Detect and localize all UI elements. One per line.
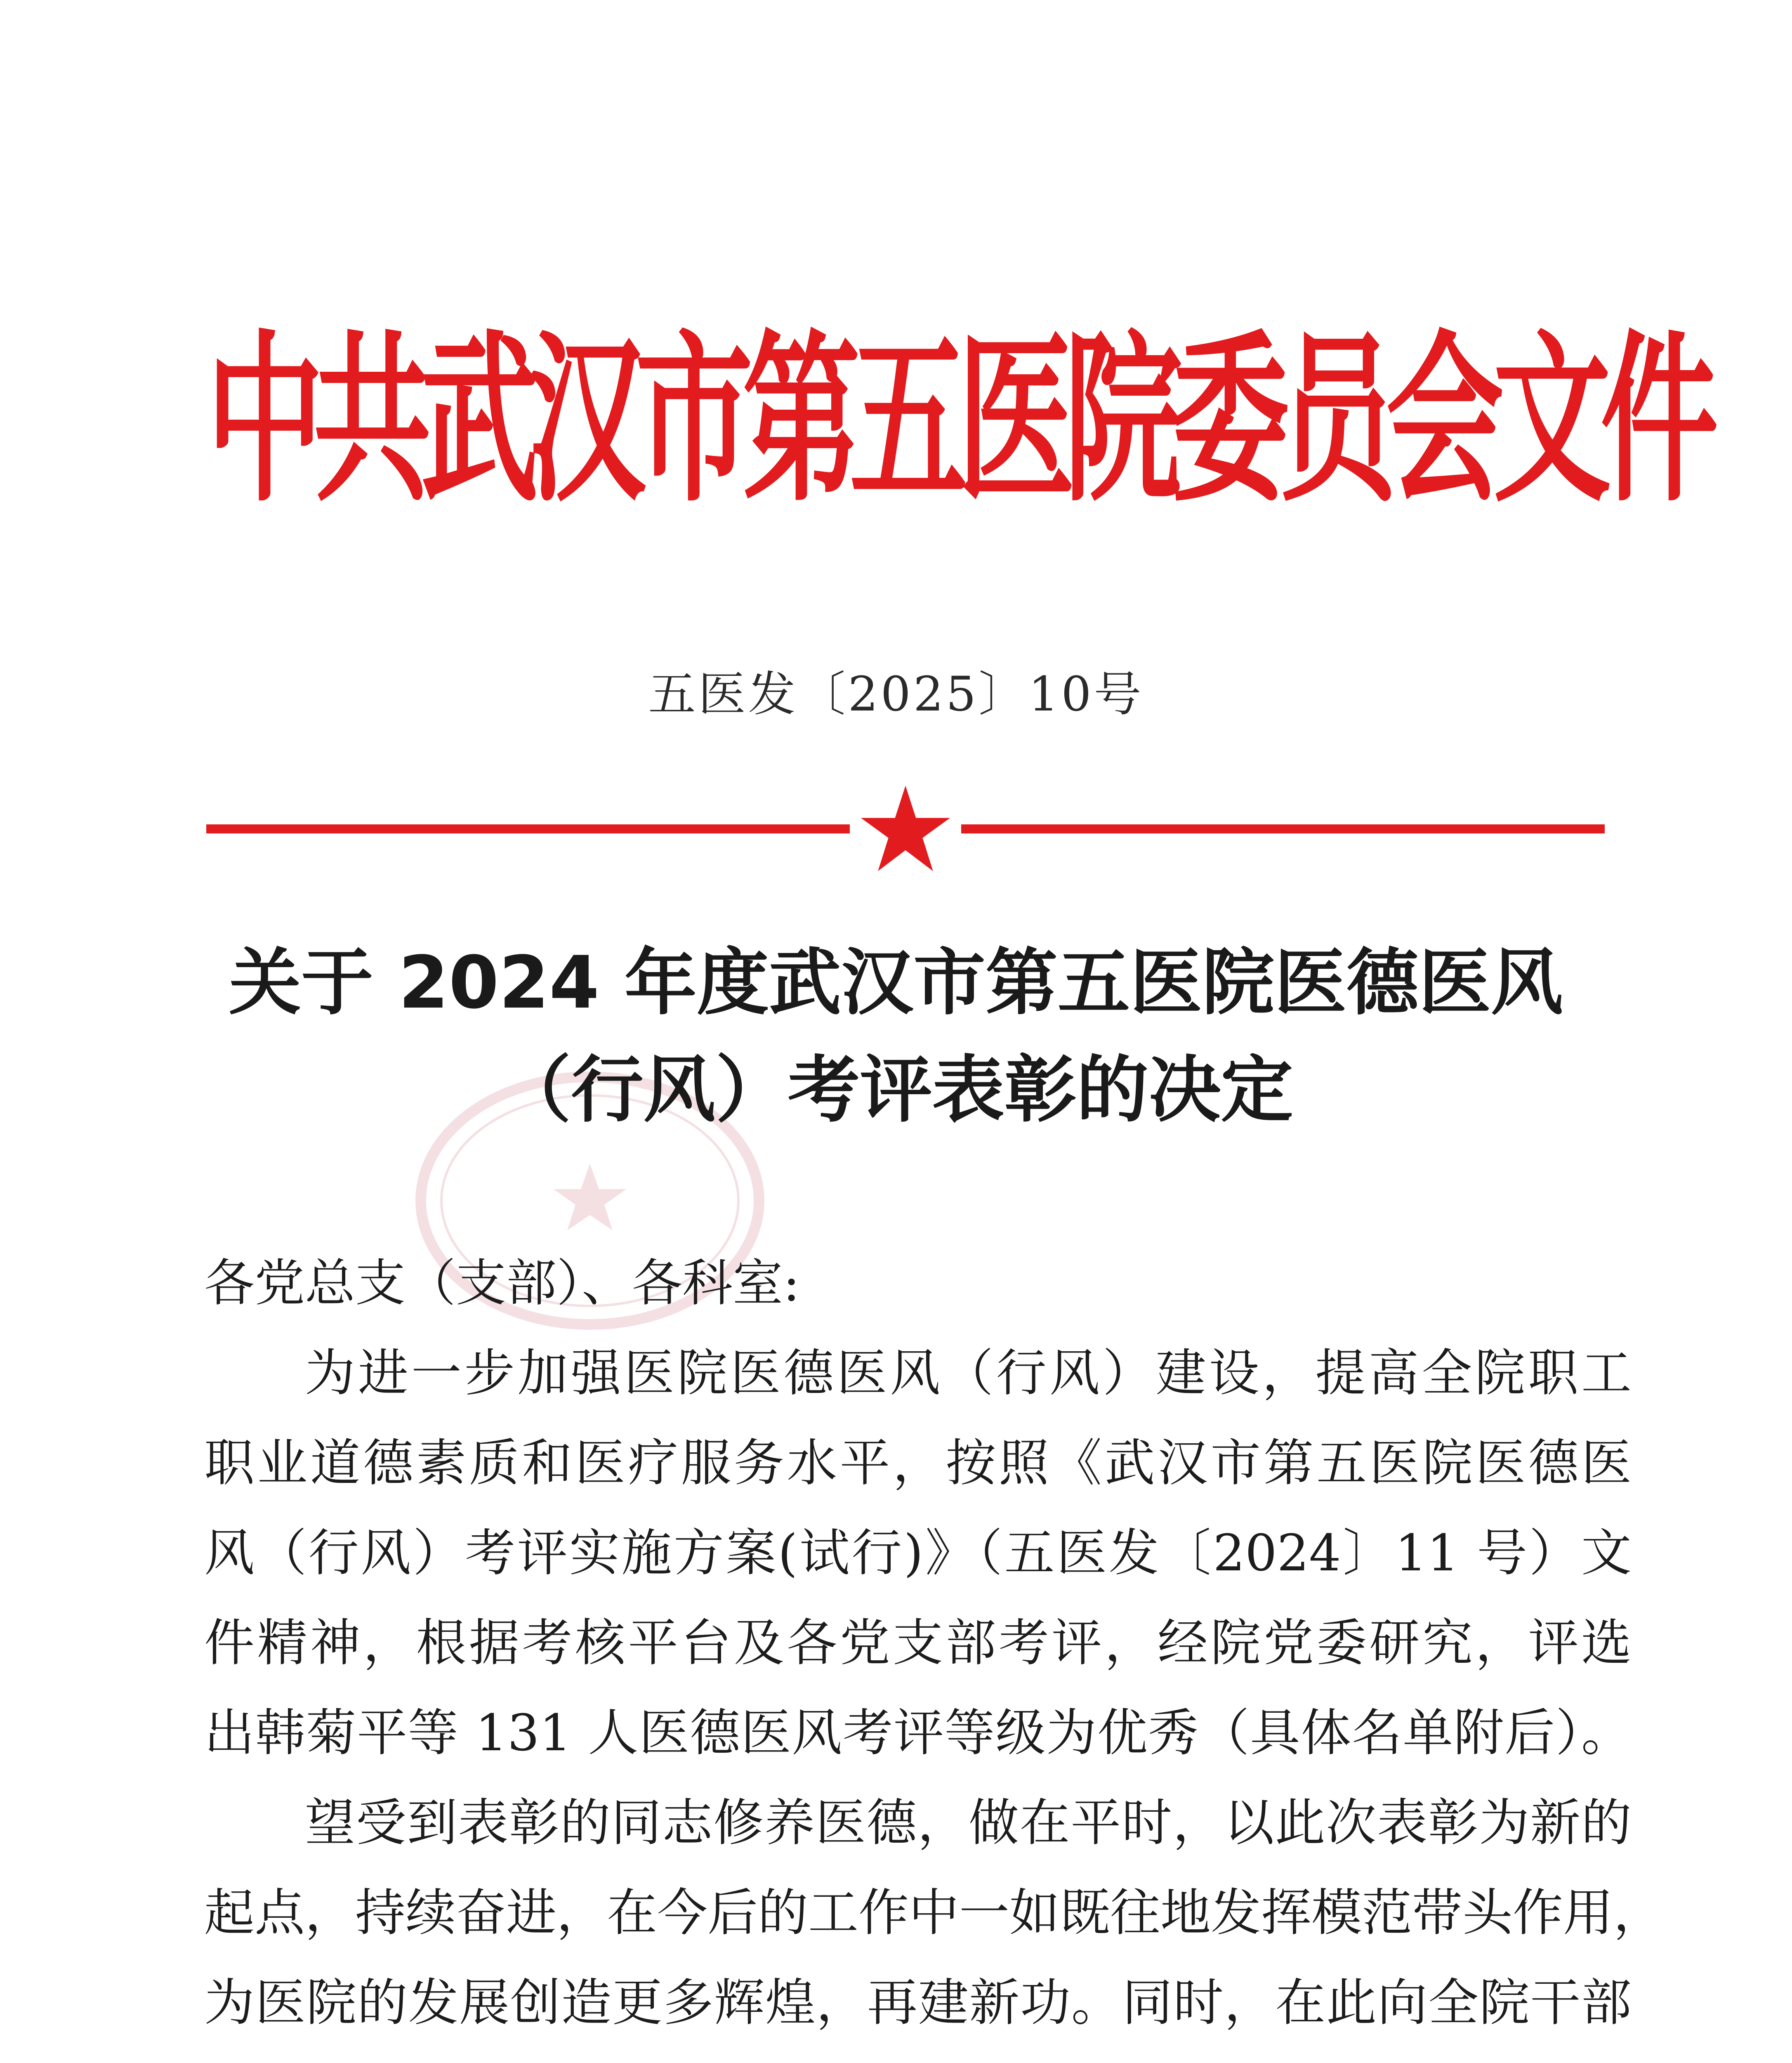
masthead-char: 五	[850, 314, 967, 527]
paragraph-1-line: 职业道德素质和医疗服务水平，按照《武汉市第五医院医德医	[204, 1434, 1632, 1492]
masthead-char: 会	[1386, 314, 1504, 527]
masthead-char: 汉	[528, 314, 646, 527]
red-divider-left	[206, 824, 850, 833]
paragraph-2-line: 望受到表彰的同志修养医德，做在平时，以此次表彰为新的	[305, 1794, 1632, 1852]
paragraph-2-line: 起点，持续奋进，在今后的工作中一如既往地发挥模范带头作用，	[204, 1884, 1664, 1942]
paragraph-1-line: 风（行风）考评实施方案(试行)》（五医发〔2024〕11 号）文	[204, 1524, 1632, 1582]
masthead-char: 委	[1172, 314, 1289, 527]
document-title-line-1: 关于 2024 年度武汉市第五医院医德医风	[229, 941, 1563, 1025]
masthead-char: 中	[206, 314, 324, 527]
masthead-char: 市	[635, 314, 753, 527]
paragraph-2-line: 为医院的发展创造更多辉煌，再建新功。同时，在此向全院干部	[204, 1973, 1632, 2032]
masthead-char: 文	[1493, 314, 1611, 527]
masthead-char: 第	[743, 314, 860, 527]
salutation: 各党总支（支部）、各科室:	[204, 1254, 800, 1312]
masthead-char: 件	[1601, 314, 1718, 527]
masthead-char: 共	[314, 314, 431, 527]
masthead-char: 员	[1279, 314, 1396, 527]
masthead-char: 医	[957, 314, 1075, 527]
star-icon	[858, 782, 953, 877]
masthead-char: 院	[1064, 314, 1182, 527]
document-number: 五医发〔2025〕10号	[648, 667, 1144, 722]
red-divider-right	[961, 824, 1605, 833]
masthead-title	[206, 314, 1718, 528]
paragraph-1-line: 为进一步加强医院医德医风（行风）建设，提高全院职工	[305, 1344, 1632, 1402]
paragraph-1-line: 件精神，根据考核平台及各党支部考评，经院党委研究，评选	[204, 1614, 1632, 1672]
paragraph-1-line: 出韩菊平等 131 人医德医风考评等级为优秀（具体名单附后）。	[204, 1704, 1632, 1762]
document-title-line-2: （行风）考评表彰的决定	[499, 1048, 1293, 1132]
masthead-char: 武	[421, 314, 538, 527]
